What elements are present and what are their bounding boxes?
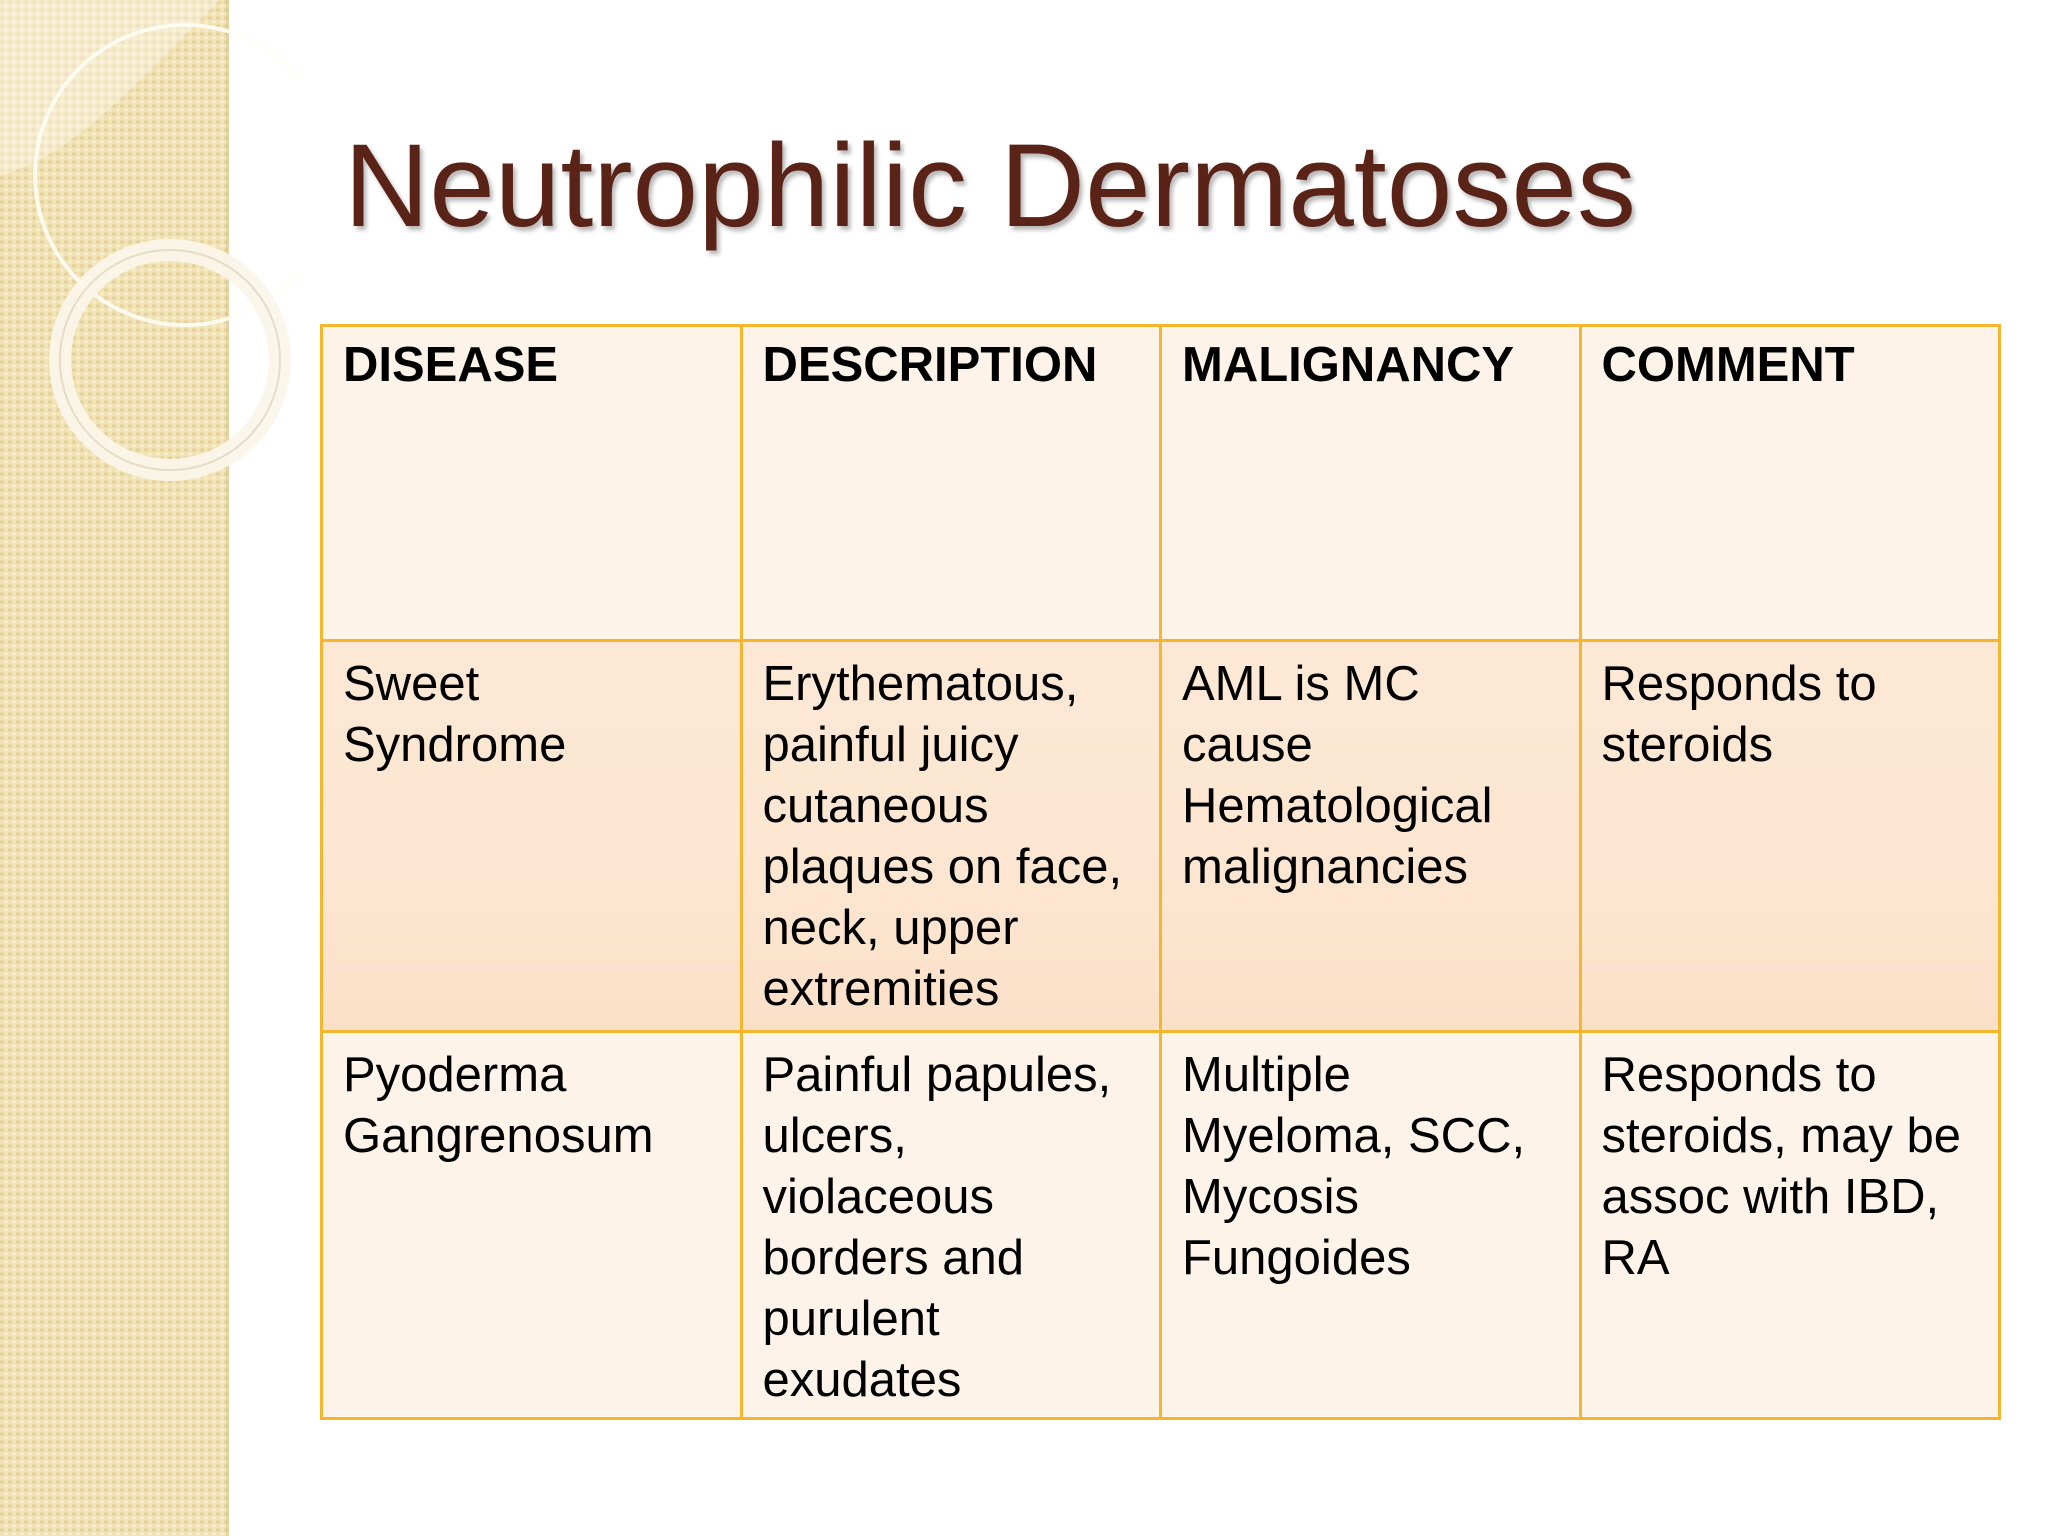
decorative-side-band	[0, 0, 229, 1536]
header-disease: DISEASE	[322, 326, 742, 641]
dermatoses-table	[320, 324, 2001, 1420]
cell-malignancy	[1161, 1032, 1581, 1419]
cell-disease-text: Pyoderma Gangrenosum	[343, 1048, 654, 1163]
cell-comment-text: Responds to steroids	[1601, 657, 1877, 772]
table-row	[322, 641, 2000, 1032]
cell-description-text: Erythematous, painful juicy cutaneous plaques on face, neck, upper extremities	[762, 657, 1123, 1016]
cell-description	[741, 641, 1161, 1032]
header-comment: COMMENT	[1580, 326, 2000, 641]
cell-comment-text: Responds to steroids, may be assoc with IBD, RA	[1601, 1048, 1961, 1285]
table-header-row	[322, 326, 2000, 641]
cell-comment	[1580, 1032, 2000, 1419]
table-row	[322, 1032, 2000, 1419]
cell-comment	[1580, 641, 2000, 1032]
cell-malignancy-text: Multiple Myeloma, SCC, Mycosis Fungoides	[1182, 1048, 1526, 1285]
dermatoses-table-container	[320, 324, 2001, 1420]
cell-malignancy-text: AML is MC cause Hematological malignancies	[1182, 657, 1493, 894]
header-malignancy: MALIGNANCY	[1161, 326, 1581, 641]
slide-title: Neutrophilic Dermatoses	[344, 120, 1636, 252]
cell-disease-text: Sweet Syndrome	[343, 657, 567, 772]
cell-malignancy	[1161, 641, 1581, 1032]
cell-description-text: Painful papules, ulcers, violaceous borders and purulent exudates	[762, 1048, 1112, 1407]
side-band-edge	[226, 0, 230, 1536]
cell-description	[741, 1032, 1161, 1419]
cell-disease	[322, 641, 742, 1032]
header-description: DESCRIPTION	[741, 326, 1161, 641]
cell-disease	[322, 1032, 742, 1419]
